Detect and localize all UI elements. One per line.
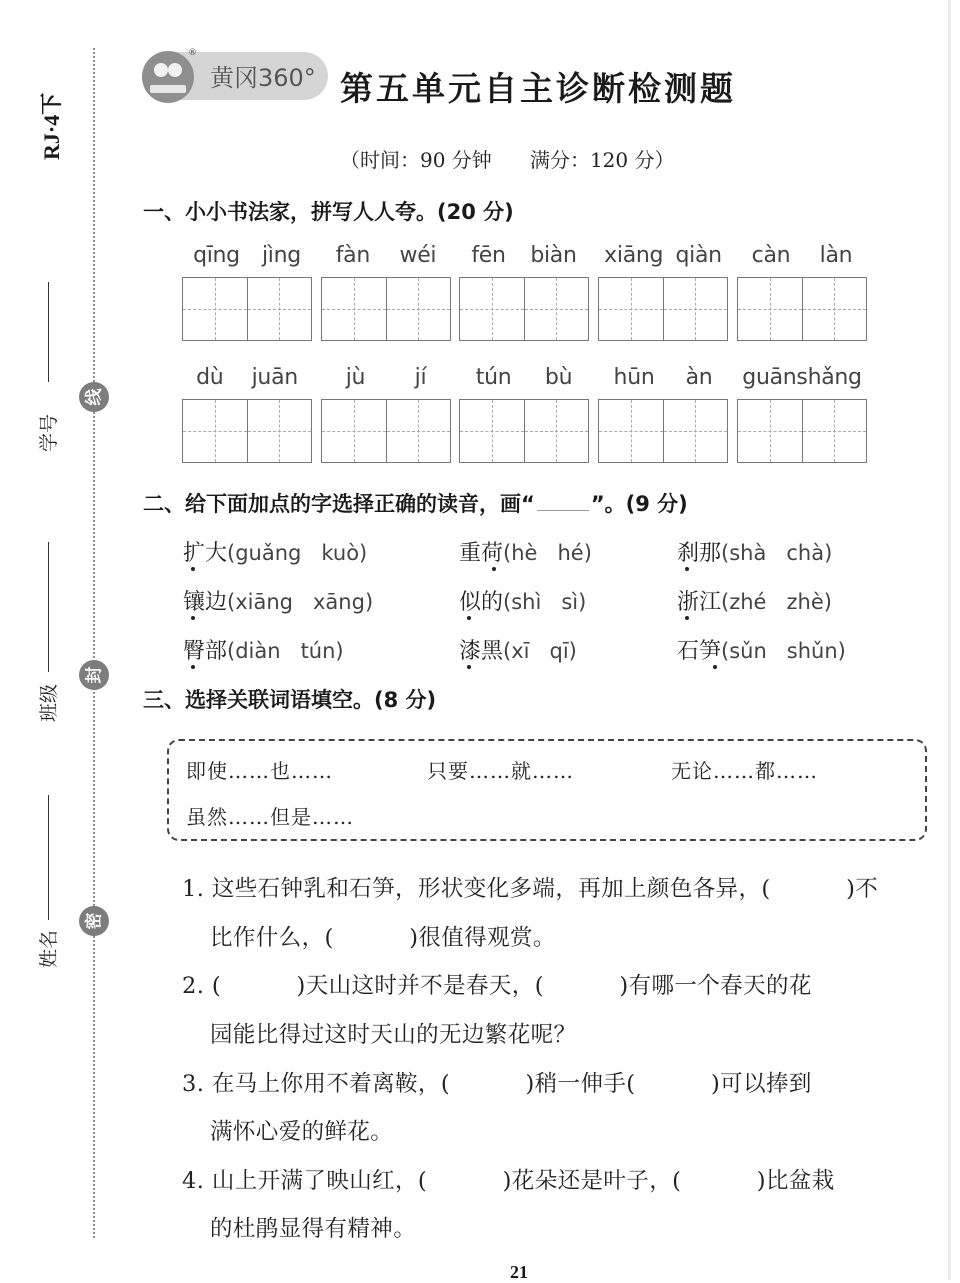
conjunction-word-bank	[167, 739, 927, 841]
char-cell[interactable]	[524, 278, 589, 340]
question-2-line-1: 2. ( )天山这时并不是春天，( )有哪一个春天的花	[182, 973, 812, 999]
question-4-line-2: 的杜鹃显得有精神。	[210, 1216, 417, 1242]
char-cell[interactable]	[460, 278, 524, 340]
brand-name: 黄冈360°	[210, 64, 316, 92]
question-1-line-1: 1. 这些石钟乳和石笋，形状变化多端，再加上颜色各异，( )不	[182, 876, 879, 902]
char-cell[interactable]	[183, 400, 247, 462]
emphasis-dot-icon	[685, 616, 689, 620]
question-2-line-2: 园能比得过这时天山的无边繁花呢？	[210, 1022, 577, 1048]
section2-heading: 二、给下面加点的字选择正确的读音，画“ ”。(9 分)	[143, 492, 688, 516]
emphasis-dot-icon	[492, 567, 496, 571]
char-cell[interactable]	[322, 400, 386, 462]
student-id-label: 学号	[38, 413, 60, 452]
reading-item[interactable]: 漆黑(xī qī)	[459, 634, 577, 665]
binding-dotted-line	[93, 48, 95, 1238]
question-3-line-2: 满怀心爱的鲜花。	[210, 1119, 394, 1145]
name-line	[48, 795, 49, 920]
emphasis-dot-icon	[191, 665, 195, 669]
seal-mi-icon: 密	[79, 906, 109, 936]
seal-xian-icon: 线	[79, 382, 109, 412]
word-bank-item: 无论……都……	[671, 759, 818, 783]
reading-item[interactable]: 扩大(guǎng kuò)	[183, 536, 367, 567]
brand-logo-icon	[142, 51, 194, 103]
char-cell[interactable]	[247, 400, 312, 462]
class-line	[48, 542, 49, 672]
word-bank-item: 虽然……但是……	[186, 805, 354, 829]
char-cell[interactable]	[599, 278, 663, 340]
question-4-line-1: 4. 山上开满了映山红，( )花朵还是叶子，( )比盆栽	[182, 1168, 835, 1194]
section1-heading: 一、小小书法家，拼写人人夸。(20 分)	[143, 200, 514, 224]
registered-mark: ®	[188, 48, 197, 58]
reading-item[interactable]: 似的(shì sì)	[459, 585, 586, 616]
pinyin-label: fàn wéi	[335, 243, 437, 268]
question-1-line-2: 比作什么，( )很值得观赏。	[210, 925, 556, 951]
question-3-line-1: 3. 在马上你用不着离鞍，( )稍一伸手( )可以捧到	[182, 1071, 812, 1097]
emphasis-dot-icon	[191, 616, 195, 620]
char-cell[interactable]	[663, 278, 728, 340]
pinyin-label: guān shǎng	[742, 365, 862, 390]
seal-feng-icon: 封	[79, 660, 109, 690]
emphasis-dot-icon	[467, 665, 471, 669]
pinyin-label: dù juān	[196, 365, 298, 390]
char-cell[interactable]	[802, 400, 867, 462]
reading-item[interactable]: 臀部(diàn tún)	[183, 634, 344, 665]
word-bank-item: 只要……就……	[427, 759, 574, 783]
pinyin-label: tún bù	[475, 365, 573, 390]
edition-label: RJ·4下	[39, 92, 64, 160]
reading-item[interactable]: 重荷(hè hé)	[459, 536, 592, 567]
section3-heading: 三、选择关联词语填空。(8 分)	[143, 688, 437, 712]
char-cell[interactable]	[386, 400, 451, 462]
char-cell[interactable]	[460, 400, 524, 462]
pinyin-label: xiāng qiàn	[604, 243, 722, 268]
pinyin-label: qīng jìng	[193, 243, 301, 268]
pinyin-label: càn làn	[751, 243, 853, 268]
pinyin-label: jù jí	[345, 365, 427, 390]
emphasis-dot-icon	[467, 616, 471, 620]
emphasis-dot-icon	[713, 665, 717, 669]
char-cell[interactable]	[322, 278, 386, 340]
reading-item[interactable]: 镶边(xiāng xāng)	[183, 585, 373, 616]
reading-item[interactable]: 浙江(zhé zhè)	[677, 585, 832, 616]
emphasis-dot-icon	[685, 567, 689, 571]
reading-item[interactable]: 刹那(shà chà)	[677, 536, 832, 567]
char-cell[interactable]	[738, 278, 802, 340]
char-cell[interactable]	[247, 278, 312, 340]
student-id-line	[48, 282, 49, 382]
char-cell[interactable]	[663, 400, 728, 462]
exam-info: （时间：90 分钟 满分：120 分）	[340, 148, 675, 172]
char-cell[interactable]	[599, 400, 663, 462]
page-title: 第五单元自主诊断检测题	[340, 69, 736, 108]
char-cell[interactable]	[183, 278, 247, 340]
pinyin-label: hūn àn	[613, 365, 713, 390]
word-bank-item: 即使……也……	[186, 759, 333, 783]
underline-marker	[537, 492, 589, 511]
page-number: 21	[510, 1262, 528, 1282]
class-label: 班级	[38, 683, 60, 722]
char-cell[interactable]	[802, 278, 867, 340]
char-cell[interactable]	[738, 400, 802, 462]
pinyin-label: fēn biàn	[471, 243, 577, 268]
page-edge	[948, 0, 951, 1280]
name-label: 姓名	[38, 929, 60, 968]
char-cell[interactable]	[386, 278, 451, 340]
char-cell[interactable]	[524, 400, 589, 462]
emphasis-dot-icon	[191, 567, 195, 571]
reading-item[interactable]: 石笋(sǔn shǔn)	[677, 634, 846, 665]
